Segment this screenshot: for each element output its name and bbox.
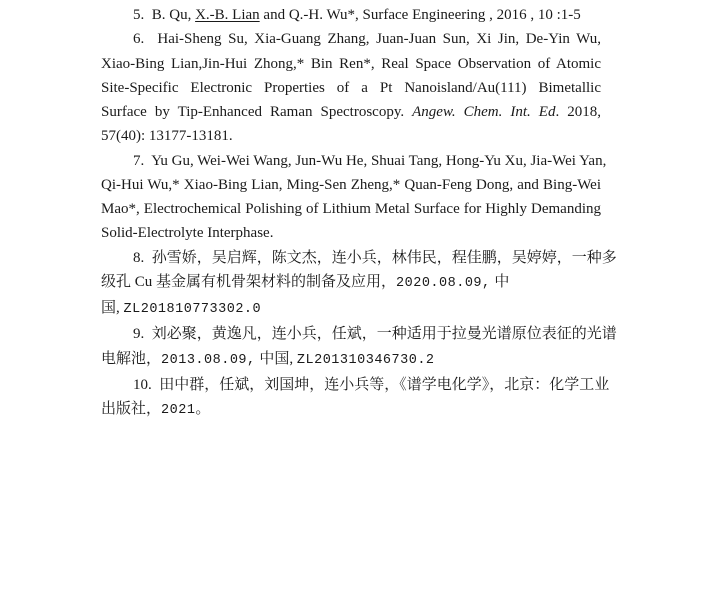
reference-line <box>101 149 607 173</box>
text-run: 。 <box>195 401 211 417</box>
text-run: 中 <box>490 273 510 290</box>
reference-item-10 <box>101 373 610 424</box>
text-run: 2021 <box>161 403 196 418</box>
reference-line <box>101 76 601 100</box>
text-run: 2013.08.09, <box>161 352 256 368</box>
text-run: 2020.08.09, <box>396 275 491 291</box>
text-run: 5. B. Qu, <box>133 7 196 23</box>
reference-line <box>101 27 601 51</box>
text-run: . 2018, <box>555 104 601 120</box>
text-run: and Q.-H. Wu*, Surface Engineering , 2016 , 10 :1-5 <box>259 7 581 23</box>
text-run: ZL201310346730.2 <box>296 352 435 368</box>
reference-line <box>101 246 617 270</box>
text-run: 级孔 Cu 基金属有机骨架材料的制备及应用， <box>101 273 397 290</box>
text-run: 8. 孙雪娇，吴启辉，陈文杰，连小兵，林伟民，程佳鹏，吴婷婷，一种多 <box>133 249 617 266</box>
reference-item-7 <box>101 149 607 246</box>
text-run: 10. 田中群，任斌，刘国坤，连小兵等，《谱学电化学》，北京：化学工业 <box>133 376 610 393</box>
reference-list <box>101 3 617 423</box>
reference-line <box>101 124 601 148</box>
reference-line <box>101 397 601 423</box>
text-run: 电解池， <box>101 350 162 367</box>
text-run: 出版社， <box>101 401 162 417</box>
reference-line <box>101 322 617 346</box>
reference-line <box>101 296 601 322</box>
text-run: Xiao-Bing Lian,Jin-Hui Zhong,* Bin Ren*, Real Space Observation of Atomic <box>101 55 601 72</box>
text-run: 7. Yu Gu, Wei-Wei Wang, Jun-Wu He, Shuai Tang, Hong-Yu Xu, Jia-Wei Yan, <box>133 152 607 169</box>
reference-line <box>101 52 601 76</box>
reference-line <box>101 373 610 397</box>
reference-item-6 <box>101 27 601 148</box>
text-run: 6. Hai-Sheng Su, Xia-Guang Zhang, Juan-Juan Sun, Xi Jin, De-Yin Wu, <box>133 31 601 48</box>
reference-line <box>101 197 601 221</box>
text-run: Surface by Tip-Enhanced Raman Spectroscopy. <box>101 104 413 120</box>
reference-item-8 <box>101 246 617 323</box>
reference-item-9 <box>101 322 617 373</box>
reference-line <box>101 347 601 373</box>
italic-text-run: Angew. Chem. Int. Ed <box>412 104 556 120</box>
reference-line <box>101 100 601 124</box>
text-run: 9. 刘必聚，黄逸凡，连小兵，任斌，一种适用于拉曼光谱原位表征的光谱 <box>133 326 617 343</box>
reference-line <box>101 270 601 296</box>
underlined-text-run: X.-B. Lian <box>195 7 260 23</box>
text-run: Qi-Hui Wu,* Xiao-Bing Lian, Ming-Sen Zheng,* Quan-Feng Dong, and Bing-Wei <box>101 176 601 193</box>
text-run: Solid-Electrolyte Interphase. <box>101 225 274 242</box>
text-run: Mao*, Electrochemical Polishing of Lithium Metal Surface for Highly Demanding <box>101 201 601 217</box>
reference-item-5 <box>101 3 601 27</box>
text-run: Site-Specific Electronic Properties of a Pt Nanoisland/Au(111) Bimetallic <box>101 79 601 96</box>
text-run: ZL201810773302.0 <box>123 302 262 317</box>
text-run: 国, <box>101 300 124 316</box>
text-run: 中国, <box>255 350 297 367</box>
reference-line <box>101 3 601 27</box>
text-run: 57(40): 13177-13181. <box>101 128 233 145</box>
reference-line <box>101 173 601 197</box>
reference-line <box>101 221 601 245</box>
